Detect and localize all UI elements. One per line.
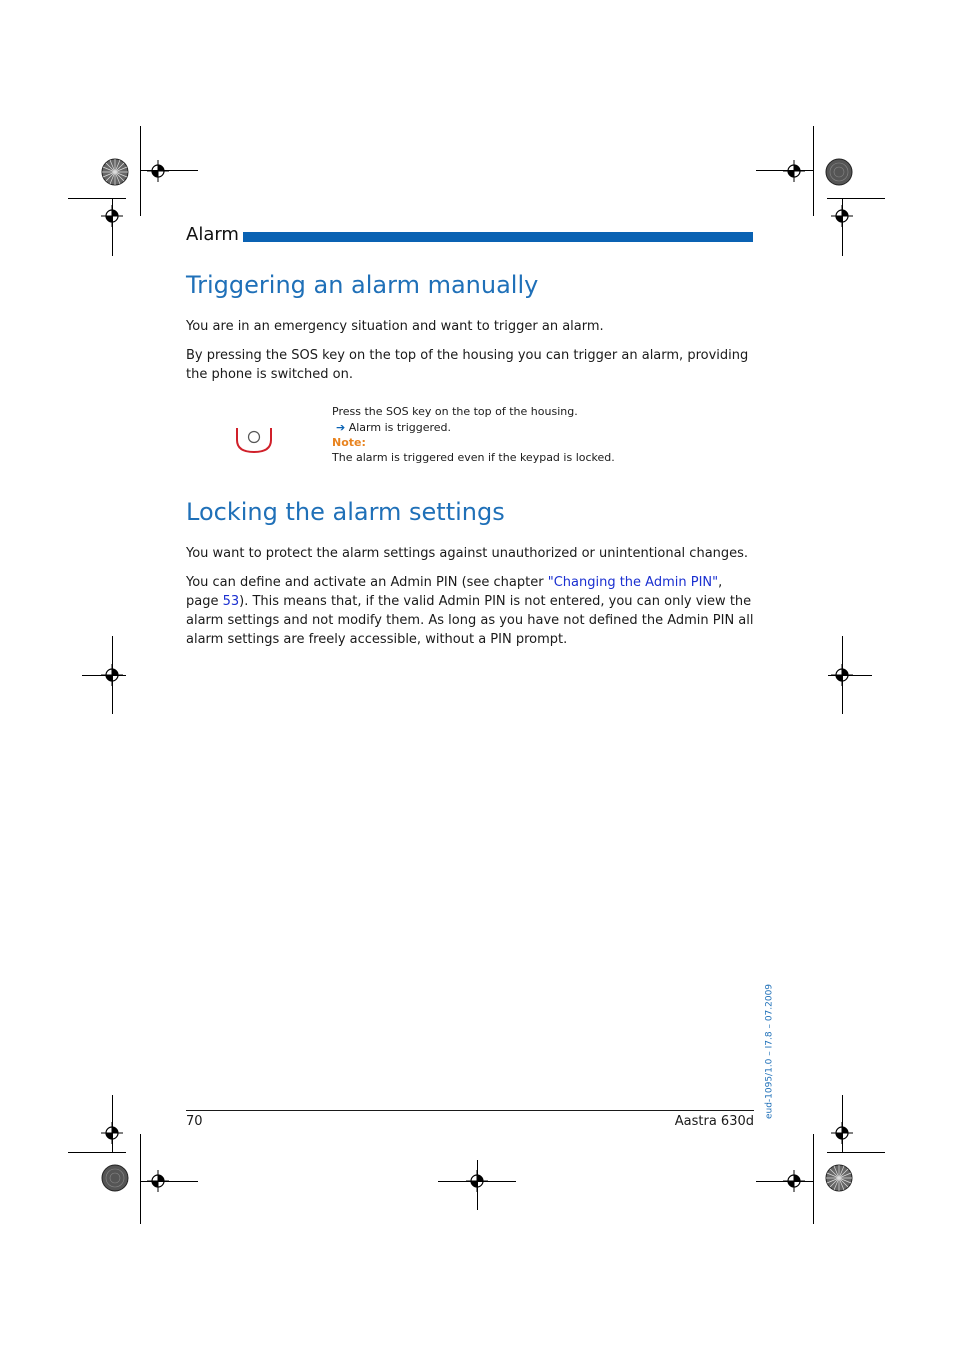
registration-mark-icon: [101, 664, 123, 686]
paragraph: You are in an emergency situation and want to trigger an alarm.: [186, 319, 604, 334]
registration-mark-icon: [101, 1122, 123, 1144]
section-bar: [243, 232, 753, 242]
color-rosette-icon: [101, 158, 129, 186]
sos-key-icon: [235, 426, 273, 454]
registration-mark-icon: [147, 1170, 169, 1192]
registration-mark-icon: [783, 1170, 805, 1192]
paragraph-admin-pin: [186, 573, 756, 649]
text-span: ). This means that, if the valid Admin PIN is not entered, you can only view the alarm settings and not modify them. As long as you have not defined the Admin PIN all alarm settings are freely accessible, without a PIN prompt.: [186, 594, 754, 647]
crop-line: [827, 1152, 885, 1153]
crop-line: [68, 198, 126, 199]
registration-mark-icon: [831, 1122, 853, 1144]
link-page-number[interactable]: 53: [222, 594, 240, 609]
crop-line: [140, 1134, 141, 1224]
crop-line: [140, 126, 141, 216]
heading-locking-alarm-settings: Locking the alarm settings: [186, 498, 505, 526]
step-instruction: Press the SOS key on the top of the housing.: [332, 405, 578, 418]
color-rosette-icon: [825, 158, 853, 186]
text-span: You can define and activate an Admin PIN (see chapter: [186, 575, 548, 590]
paragraph: By pressing the SOS key on the top of the housing you can trigger an alarm, providing the phone is switched on.: [186, 348, 749, 382]
registration-mark-icon: [831, 205, 853, 227]
footer-rule: [186, 1110, 754, 1111]
step-result-text: Alarm is triggered.: [348, 421, 452, 434]
text-span: , page: [186, 575, 723, 609]
page-number: 70: [186, 1114, 203, 1129]
result-arrow-icon: ➔: [336, 421, 346, 434]
crop-line: [813, 126, 814, 216]
registration-mark-icon: [831, 664, 853, 686]
color-rosette-icon: [101, 1164, 129, 1192]
section-label: Alarm: [186, 224, 239, 245]
step-result: [336, 420, 451, 435]
product-name: Aastra 630d: [674, 1114, 754, 1129]
crop-line: [827, 198, 885, 199]
note-label: Note:: [332, 436, 366, 449]
note-text: The alarm is triggered even if the keypad is locked.: [332, 451, 615, 464]
registration-mark-icon: [147, 160, 169, 182]
registration-mark-icon: [466, 1170, 488, 1192]
heading-triggering-alarm: Triggering an alarm manually: [186, 271, 539, 299]
crop-line: [813, 1134, 814, 1224]
color-rosette-icon: [825, 1164, 853, 1192]
link-changing-admin-pin[interactable]: "Changing the Admin PIN": [547, 575, 719, 590]
crop-line: [68, 1152, 126, 1153]
registration-mark-icon: [101, 205, 123, 227]
registration-mark-icon: [783, 160, 805, 182]
document-code: eud-1095/1.0 – I7.8 – 07.2009: [764, 983, 775, 1120]
paragraph: You want to protect the alarm settings against unauthorized or unintentional changes.: [186, 546, 749, 561]
